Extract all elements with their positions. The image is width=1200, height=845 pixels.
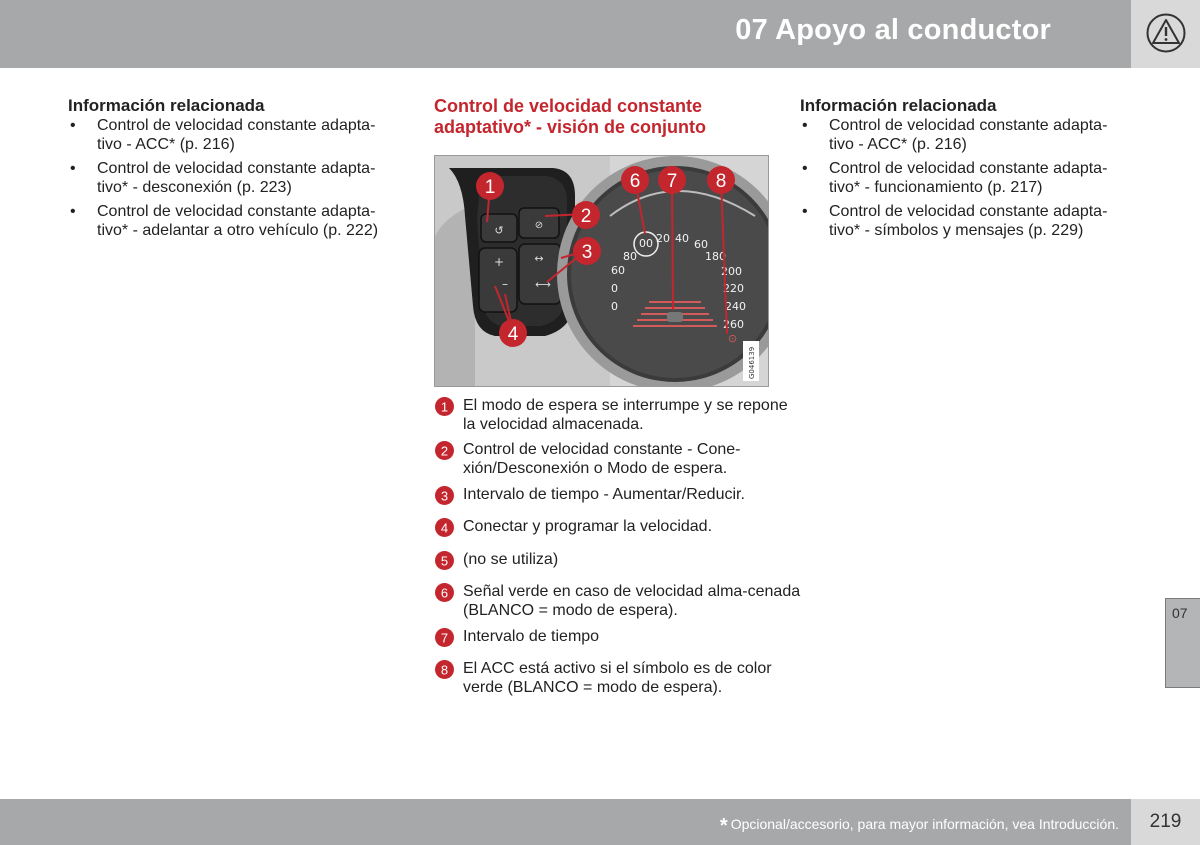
page-number-box <box>1131 799 1200 845</box>
legend-number-badge <box>435 397 454 416</box>
callout-number: 3 <box>581 242 593 263</box>
section-heading: Control de velocidad constante adaptativo* - visión de conjunto <box>434 96 707 137</box>
related-link[interactable]: • Control de velocidad constante adapta-tivo - ACC* (p. 216) <box>68 116 398 154</box>
legend-item <box>434 517 803 536</box>
acc-overview-figure <box>434 155 769 387</box>
speedo-label: 00 <box>639 237 653 250</box>
legend-text: Señal verde en caso de velocidad alma-cenada (BLANCO = modo de espera). <box>463 583 801 619</box>
legend-item <box>434 485 803 504</box>
legend-text: Conectar y programar la velocidad. <box>463 518 713 535</box>
speedo-label: 0 <box>611 300 618 313</box>
legend-item <box>434 627 803 646</box>
related-info-right <box>800 96 1130 245</box>
svg-text:⊙: ⊙ <box>728 332 738 345</box>
svg-text:8: 8 <box>440 662 449 678</box>
speedo-label: 220 <box>723 282 744 295</box>
page-footer <box>0 799 1131 845</box>
related-link[interactable]: • Control de velocidad constante adapta-tivo* - adelantar a otro vehículo (p. 222) <box>68 202 398 240</box>
page-header <box>0 0 1131 68</box>
speedo-label: 200 <box>721 265 742 278</box>
speedo-label: 260 <box>723 318 744 331</box>
figure-code: G046139 <box>748 346 756 379</box>
speedo-label: 60 <box>611 264 625 277</box>
svg-text:5: 5 <box>440 553 449 569</box>
callout-number: 7 <box>666 171 678 192</box>
legend-number-badge <box>435 518 454 537</box>
callout-number: 6 <box>629 171 641 192</box>
legend-text: El ACC está activo si el símbolo es de color verde (BLANCO = modo de espera). <box>463 660 772 696</box>
chapter-title: 07 Apoyo al conductor <box>735 14 1051 46</box>
svg-text:⊘: ⊘ <box>534 220 544 231</box>
related-link[interactable]: • Control de velocidad constante adapta-tivo* - funcionamiento (p. 217) <box>800 159 1130 197</box>
legend-text: Control de velocidad constante - Cone-xión/Desconexión o Modo de espera. <box>463 441 741 477</box>
related-link[interactable]: • Control de velocidad constante adapta-tivo* - desconexión (p. 223) <box>68 159 398 197</box>
svg-text:7: 7 <box>440 630 449 646</box>
speedo-label: 180 <box>705 250 726 263</box>
related-heading: Información relacionada <box>800 96 997 115</box>
related-list <box>68 116 398 240</box>
legend-number-badge <box>435 583 454 602</box>
legend-number-badge <box>435 660 454 679</box>
svg-text:↔: ↔ <box>534 252 544 265</box>
svg-text:1: 1 <box>440 399 449 415</box>
speedo-label: 60 <box>694 238 708 251</box>
legend-item <box>434 582 803 620</box>
related-heading: Información relacionada <box>68 96 265 115</box>
legend-item <box>434 440 803 478</box>
overview-section <box>434 96 774 138</box>
legend-item <box>434 550 803 569</box>
legend-number-badge <box>435 628 454 647</box>
legend-number-badge <box>435 486 454 505</box>
svg-text:4: 4 <box>440 520 449 536</box>
legend-number-badge <box>435 441 454 460</box>
svg-text:⟷: ⟷ <box>535 278 551 291</box>
legend-text: (no se utiliza) <box>463 551 559 568</box>
callout-number: 4 <box>507 324 519 345</box>
speedo-label: 240 <box>725 300 746 313</box>
legend-text: Intervalo de tiempo - Aumentar/Reducir. <box>463 486 745 503</box>
speedo-label: 20 <box>656 232 670 245</box>
chapter-side-tab[interactable] <box>1165 598 1200 688</box>
speedo-label: 40 <box>675 232 689 245</box>
header-icon-box <box>1131 0 1200 68</box>
side-tab-label: 07 <box>1172 605 1188 621</box>
svg-text:2: 2 <box>440 443 449 459</box>
callout-number: 1 <box>484 177 496 198</box>
page-number: 219 <box>1149 811 1182 832</box>
legend-number-badge <box>435 551 454 570</box>
related-info-left <box>68 96 398 245</box>
acc-illustration <box>435 156 768 386</box>
speedo-label: 80 <box>623 250 637 263</box>
related-link[interactable]: • Control de velocidad constante adapta-tivo - ACC* (p. 216) <box>800 116 1130 154</box>
callout-number: 2 <box>580 206 592 227</box>
warning-triangle-icon <box>1146 13 1186 53</box>
svg-text:–: – <box>502 277 508 291</box>
svg-text:3: 3 <box>440 488 449 504</box>
footer-star: * <box>719 815 728 837</box>
callout-number: 8 <box>715 171 727 192</box>
footer-note-text: Opcional/accesorio, para mayor información, vea Introducción. <box>730 816 1119 832</box>
footer-note <box>720 815 1119 838</box>
related-link[interactable]: • Control de velocidad constante adapta-tivo* - símbolos y mensajes (p. 229) <box>800 202 1130 240</box>
legend-item <box>434 396 803 434</box>
svg-text:6: 6 <box>440 585 449 601</box>
legend-text: Intervalo de tiempo <box>463 628 600 645</box>
svg-text:↺: ↺ <box>494 224 504 237</box>
speedo-label: 0 <box>611 282 618 295</box>
legend-item <box>434 659 803 697</box>
legend-text: El modo de espera se interrumpe y se repone la velocidad almacenada. <box>463 397 788 433</box>
related-list <box>800 116 1130 240</box>
svg-text:+: + <box>493 255 505 269</box>
